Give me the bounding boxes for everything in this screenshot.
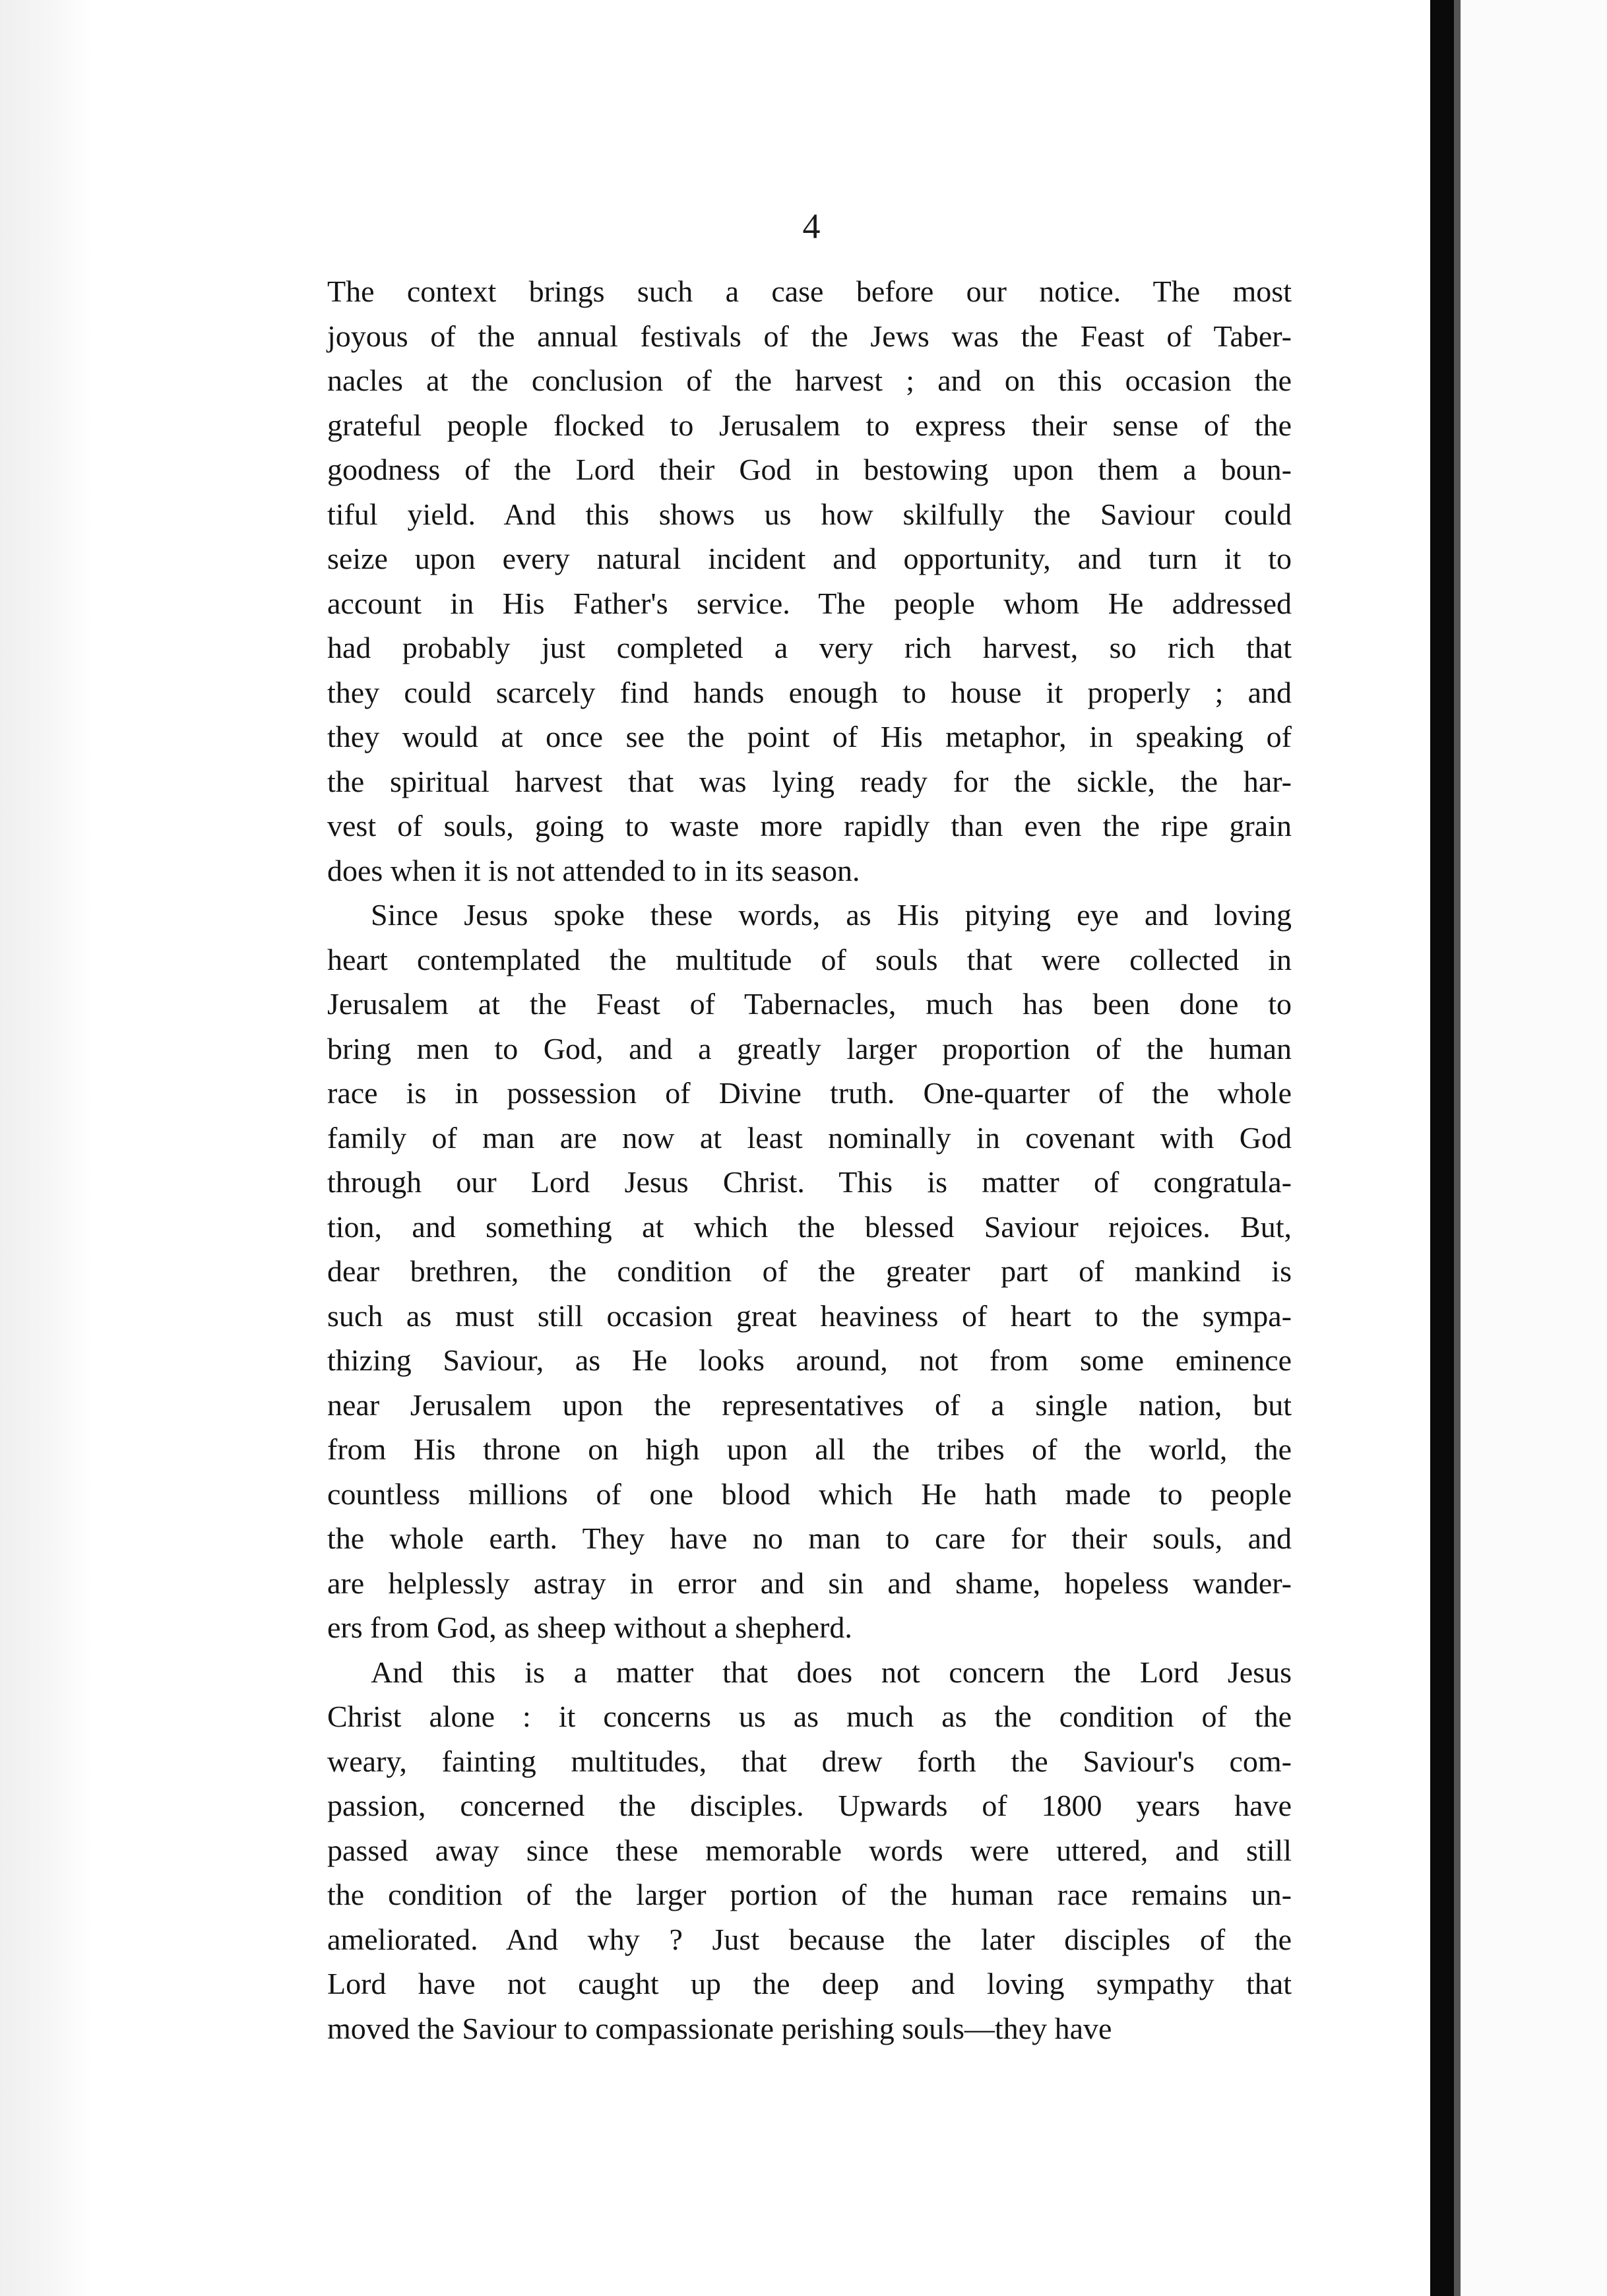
scan-right-margin [1461,0,1607,2296]
text-line: family of man are now at least nominally in covenant with God [327,1120,1292,1155]
text-line: account in His Father's service. The people whom He addressed [327,586,1292,620]
text-line: the whole earth. They have no man to care for their souls, and [327,1521,1292,1555]
scan-left-margin [0,0,92,2296]
text-line: joyous of the annual festivals of the Jews was the Feast of Taber- [327,319,1292,353]
text-line: through our Lord Jesus Christ. This is matter of congratula- [327,1165,1292,1199]
text-line: countless millions of one blood which He hath made to people [327,1477,1292,1511]
text-line: vest of souls, going to waste more rapidly than even the ripe grain [327,809,1292,843]
text-line: are helplessly astray in error and sin and shame, hopeless wander- [327,1566,1292,1600]
text-line: Christ alone : it concerns us as much as the condition of the [327,1700,1292,1733]
scan-binding-edge [1430,0,1454,2296]
text-line: dear brethren, the condition of the greater part of mankind is [327,1254,1292,1288]
text-line: The context brings such a case before our notice. The most [327,274,1292,308]
text-line: passion, concerned the disciples. Upwards of 1800 years have [327,1789,1292,1822]
text-line: weary, fainting multitudes, that drew forth the Saviour's com- [327,1744,1292,1778]
page-number: 4 [802,207,821,246]
text-line: seize upon every natural incident and opportunity, and turn it to [327,542,1292,575]
paragraph [327,1650,1292,2051]
text-line: does when it is not attended to in its season. [327,853,860,887]
text-line: they could scarcely find hands enough to house it properly ; and [327,675,1292,709]
text-line: from His throne on high upon all the tribes of the world, the [327,1432,1292,1466]
text-line: ers from God, as sheep without a shepherd. [327,1610,852,1644]
paragraph [327,893,1292,1650]
text-line: grateful people flocked to Jerusalem to express their sense of the [327,408,1292,442]
text-line: the condition of the larger portion of the human race remains un- [327,1878,1292,1911]
text-line: race is in possession of Divine truth. One-quarter of the whole [327,1076,1292,1110]
paragraph [327,269,1292,893]
text-line: moved the Saviour to compassionate perishing souls—they have [327,2011,1112,2045]
text-line: passed away since these memorable words were uttered, and still [327,1833,1292,1867]
text-line: nacles at the conclusion of the harvest ; and on this occasion the [327,364,1292,397]
text-line: the spiritual harvest that was lying ready for the sickle, the har- [327,764,1292,798]
text-line: Jerusalem at the Feast of Tabernacles, much has been done to [327,987,1292,1021]
text-line: thizing Saviour, as He looks around, not from some eminence [327,1343,1292,1377]
text-line: And this is a matter that does not concern the Lord Jesus [371,1655,1292,1689]
text-line: heart contemplated the multitude of souls that were collected in [327,942,1292,976]
text-line: such as must still occasion great heaviness of heart to the sympa- [327,1298,1292,1333]
text-line: ameliorated. And why ? Just because the later disciples of the [327,1922,1292,1956]
text-line: had probably just completed a very rich harvest, so rich that [327,631,1292,664]
text-line: Lord have not caught up the deep and loving sympathy that [327,1967,1292,2000]
text-line: tiful yield. And this shows us how skilfully the Saviour could [327,497,1292,531]
text-line: tion, and something at which the blessed Saviour rejoices. But, [327,1209,1292,1244]
text-line: near Jerusalem upon the representatives of a single nation, but [327,1387,1292,1422]
text-line: goodness of the Lord their God in bestowing upon them a boun- [327,453,1292,486]
text-line: they would at once see the point of His metaphor, in speaking of [327,720,1292,753]
text-line: bring men to God, and a greatly larger proportion of the human [327,1031,1292,1066]
scan-binding-shadow [1454,0,1461,2296]
body-text [327,269,1292,2051]
text-line: Since Jesus spoke these words, as His pitying eye and loving [371,898,1292,932]
